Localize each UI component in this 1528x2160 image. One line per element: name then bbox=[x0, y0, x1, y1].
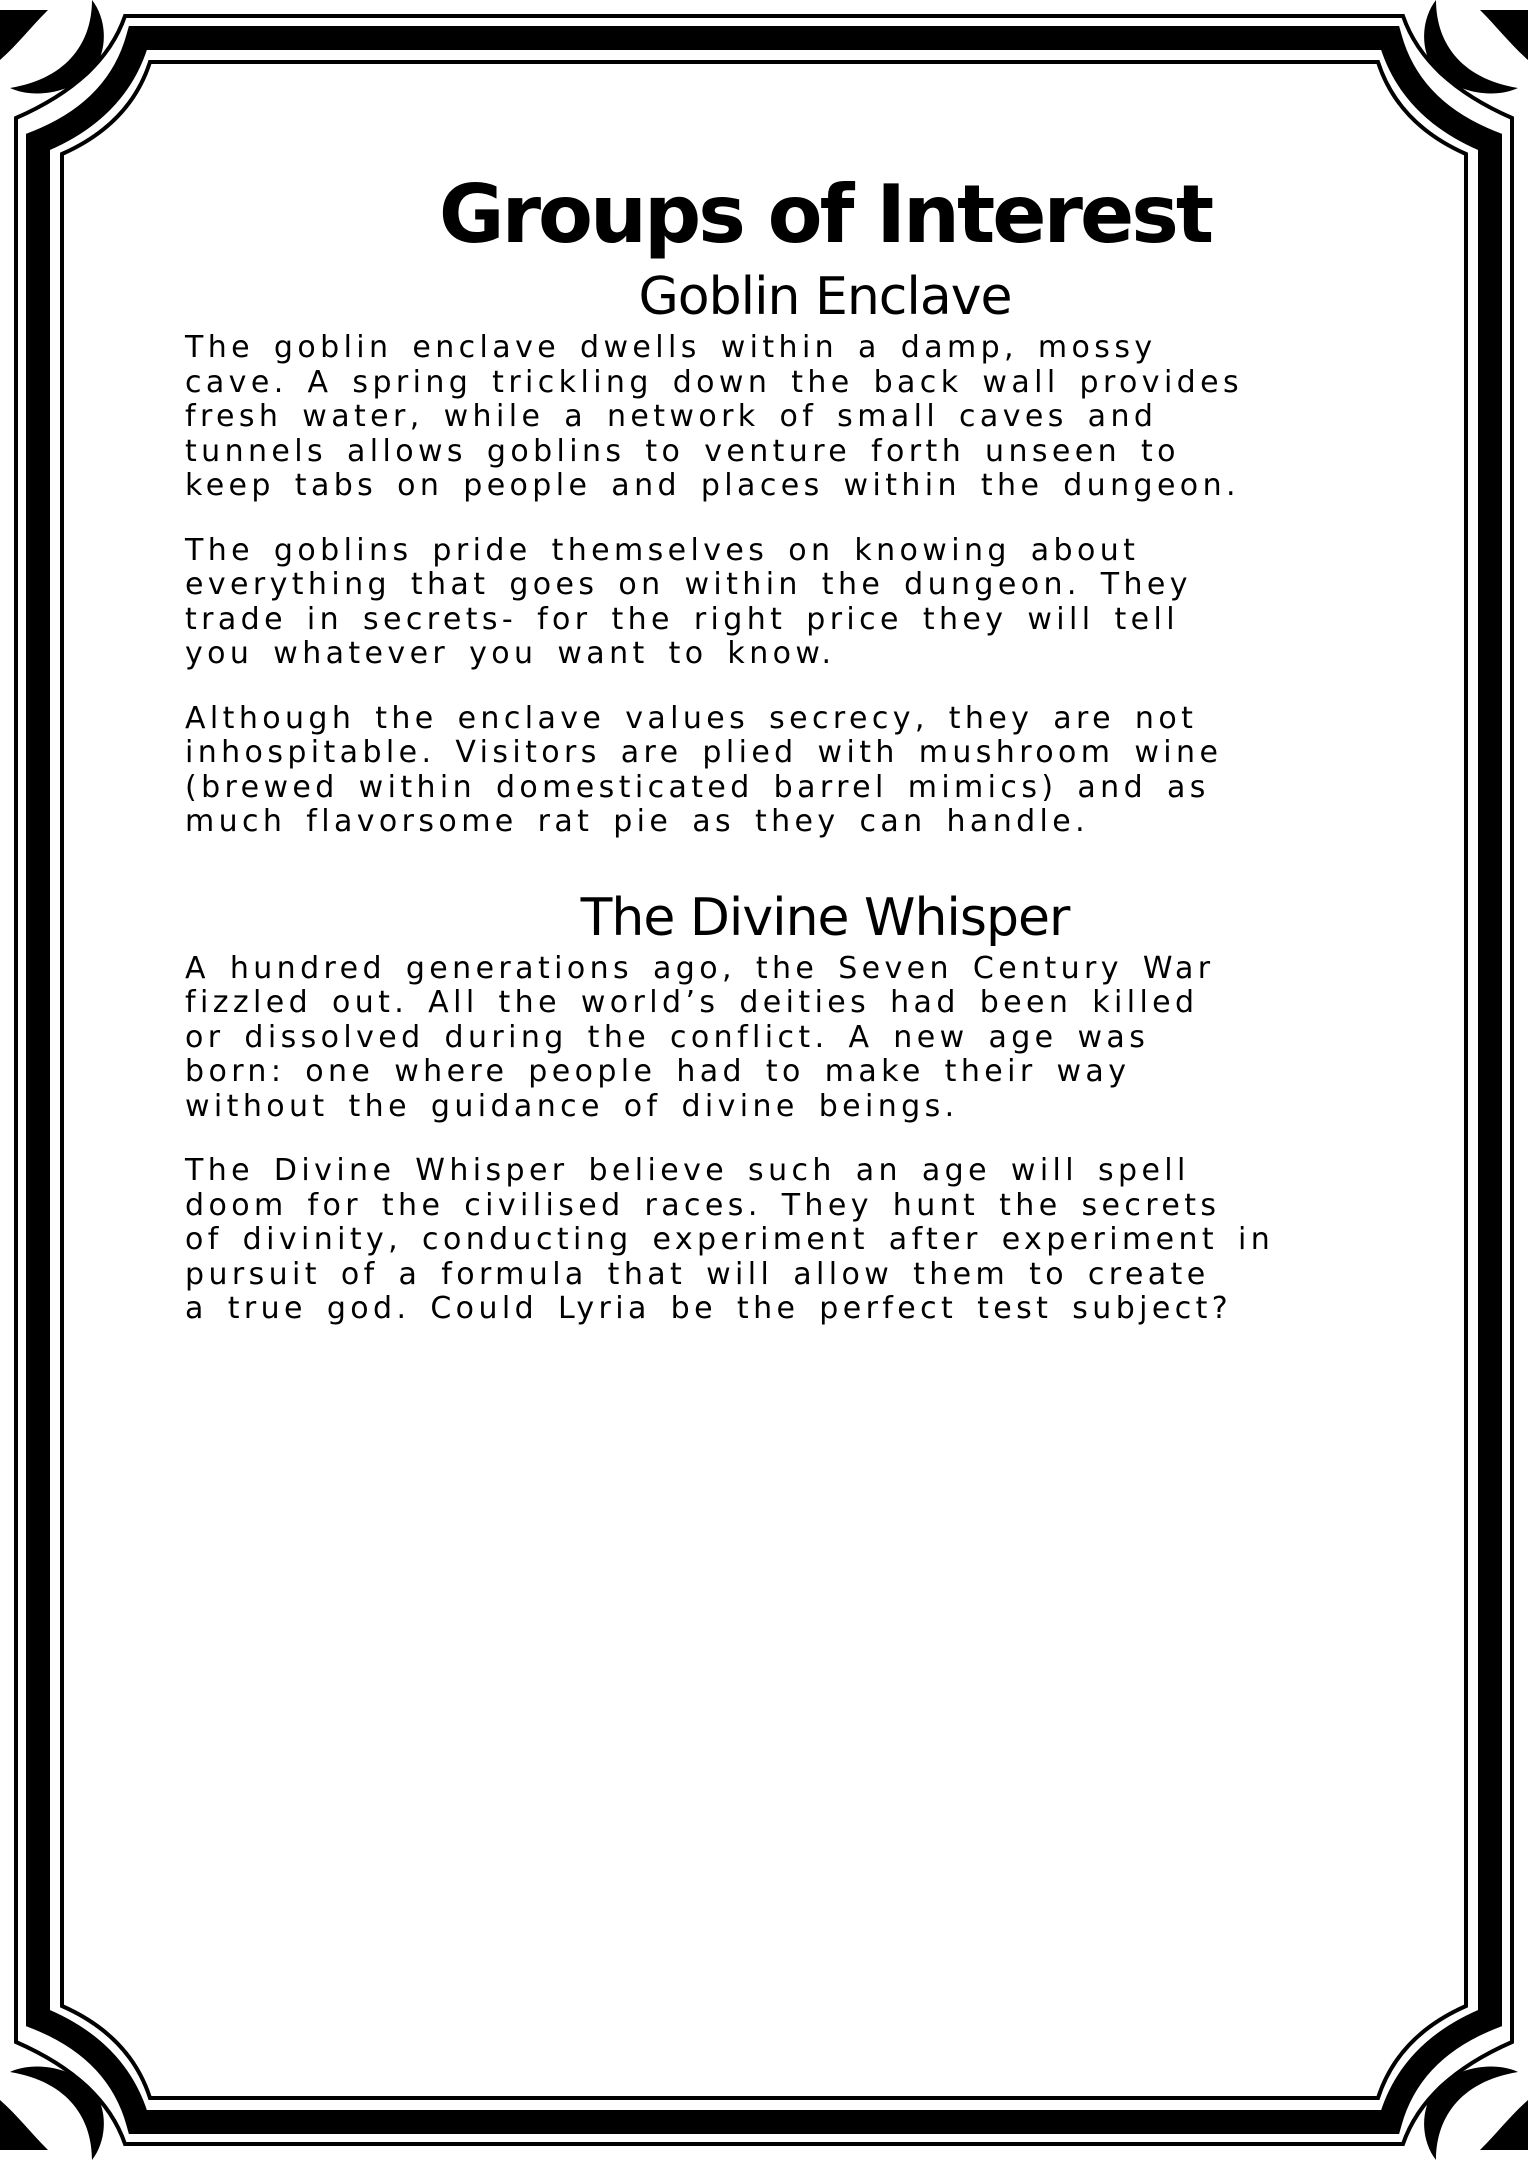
section-goblin-enclave bbox=[185, 265, 1345, 840]
section-heading: Goblin Enclave bbox=[638, 267, 1012, 327]
paragraph: A hundred generations ago, the Seven Century War fizzled out. All the world’s deities had been killed or dissolved during the conflict. A new age was born: one where people had to make their way without the guidance of divine beings. bbox=[185, 950, 1215, 1124]
paragraph: Although the enclave values secrecy, they are not inhospitable. Visitors are plied with mushroom wine (brewed within domesticated barrel mimics) and as much flavorsome rat pie as they can handle. bbox=[185, 700, 1223, 839]
corner-ornament-bottom-left bbox=[0, 2067, 104, 2160]
paragraph: The Divine Whisper believe such an age will spell doom for the civilised races. They hunt the secrets of divinity, conducting experiment after experiment in pursuit of a formula that will allow them to create a true god. Could Lyria be the perfect test subject? bbox=[185, 1153, 1275, 1326]
paragraph: The goblin enclave dwells within a damp, mossy cave. A spring trickling down the back wall provides fresh water, while a network of small caves and tunnels allows goblins to venture forth unseen to keep tabs on people and places within the dungeon. bbox=[185, 330, 1244, 503]
paragraph: The goblins pride themselves on knowing about everything that goes on within the dungeon. They trade in secrets- for the right price they will tell you whatever you want to know. bbox=[185, 532, 1192, 671]
section-divine-whisper bbox=[185, 886, 1345, 1327]
corner-ornament-top-left bbox=[0, 0, 104, 93]
page-content bbox=[185, 165, 1345, 1357]
page-title: Groups of Interest bbox=[438, 168, 1212, 261]
section-heading: The Divine Whisper bbox=[580, 887, 1070, 948]
corner-ornament-bottom-right bbox=[1424, 2067, 1528, 2160]
corner-ornament-top-right bbox=[1424, 0, 1528, 93]
